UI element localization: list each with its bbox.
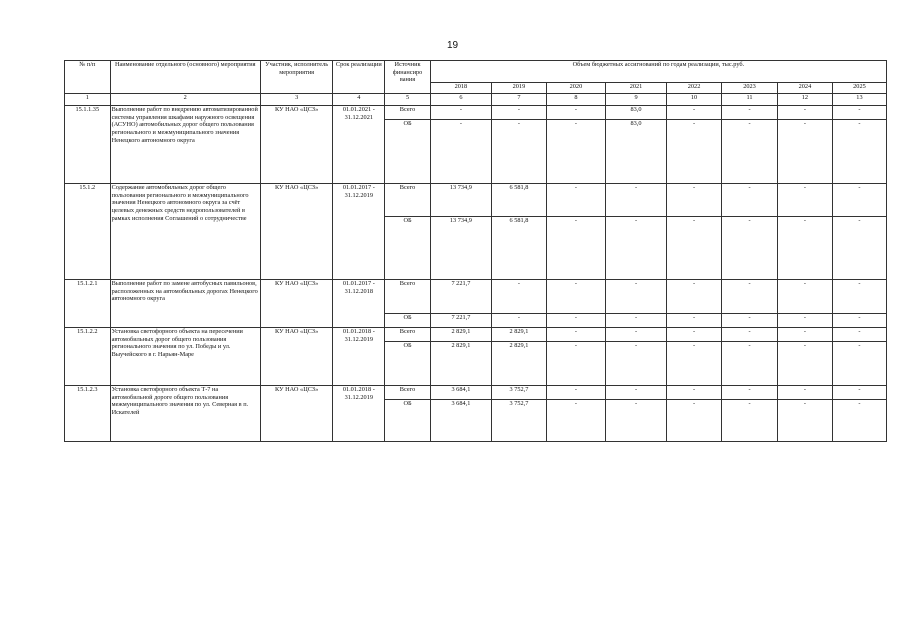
row-participant: КУ НАО «ЦСЗ» [260, 106, 333, 184]
header-row [65, 61, 887, 83]
row-value: - [777, 386, 832, 400]
row-value: - [722, 342, 778, 386]
column-number: 2 [110, 94, 260, 106]
column-number: 12 [777, 94, 832, 106]
table-row [65, 328, 887, 342]
table-row [65, 184, 887, 217]
table-body [65, 106, 887, 442]
row-value: - [491, 120, 546, 184]
row-source: Всего [385, 280, 431, 314]
row-value: - [777, 120, 832, 184]
header-year: 2018 [430, 83, 491, 94]
table-row [65, 280, 887, 314]
column-number: 3 [260, 94, 333, 106]
row-value: - [832, 184, 886, 217]
row-value: - [491, 106, 546, 120]
row-value: - [777, 217, 832, 280]
row-value: - [777, 342, 832, 386]
row-value: - [832, 400, 886, 442]
row-value: - [722, 217, 778, 280]
row-value: - [832, 386, 886, 400]
header-year: 2020 [546, 83, 605, 94]
row-value: - [832, 106, 886, 120]
row-value: - [777, 106, 832, 120]
row-value: - [546, 184, 605, 217]
row-source: ОБ [385, 342, 431, 386]
column-number: 8 [546, 94, 605, 106]
row-value: - [430, 120, 491, 184]
row-code: 15.1.2.1 [65, 280, 111, 328]
header-term: Срок реализации [333, 61, 385, 94]
row-value: - [667, 217, 722, 280]
row-value: 2 829,1 [430, 328, 491, 342]
row-value: - [546, 386, 605, 400]
row-value: - [605, 400, 666, 442]
row-value: 6 581,8 [491, 217, 546, 280]
row-value: - [722, 184, 778, 217]
row-value: 83,0 [605, 120, 666, 184]
header-source: Источник финансиро вания [385, 61, 431, 94]
page-number: 19 [446, 40, 459, 51]
header-name: Наименование отдельного (основного) мероприятия [110, 61, 260, 94]
row-value: 13 734,9 [430, 217, 491, 280]
row-name: Выполнение работ по замене автобусных павильонов, расположенных на автомобильных дорогах Ненецкого автономного округа [110, 280, 260, 328]
row-value: - [777, 280, 832, 314]
row-value: - [546, 314, 605, 328]
header-year: 2021 [605, 83, 666, 94]
row-term: 01.01.2017 - 31.12.2018 [333, 280, 385, 328]
row-value: 83,0 [605, 106, 666, 120]
row-value: 2 829,1 [491, 328, 546, 342]
row-value: - [722, 386, 778, 400]
row-source: Всего [385, 106, 431, 120]
table-row [65, 386, 887, 400]
row-value: 7 221,7 [430, 280, 491, 314]
row-value: - [777, 328, 832, 342]
row-term: 01.01.2018 - 31.12.2019 [333, 328, 385, 386]
row-value: 2 829,1 [430, 342, 491, 386]
column-number: 4 [333, 94, 385, 106]
row-participant: КУ НАО «ЦСЗ» [260, 328, 333, 386]
row-value: - [605, 342, 666, 386]
row-term: 01.01.2021 - 31.12.2021 [333, 106, 385, 184]
row-code: 15.1.2.2 [65, 328, 111, 386]
header-year: 2025 [832, 83, 886, 94]
row-participant: КУ НАО «ЦСЗ» [260, 386, 333, 442]
row-source: Всего [385, 386, 431, 400]
row-source: Всего [385, 184, 431, 217]
row-value: - [546, 106, 605, 120]
row-value: - [667, 106, 722, 120]
row-value: - [777, 400, 832, 442]
row-name: Содержание автомобильных дорог общего пользования регионального и межмуниципального значения Ненецкого автономного округа за счёт целевых денежных средств недропользователей в рамках исполнения Соглашений о сотрудничестве [110, 184, 260, 280]
row-value: - [832, 314, 886, 328]
row-value: - [832, 342, 886, 386]
column-number: 5 [385, 94, 431, 106]
header-year: 2024 [777, 83, 832, 94]
row-value: 3 752,7 [491, 386, 546, 400]
row-code: 15.1.1.35 [65, 106, 111, 184]
row-value: - [667, 328, 722, 342]
row-value: - [546, 328, 605, 342]
row-value: - [832, 280, 886, 314]
row-value: - [832, 328, 886, 342]
column-number: 11 [722, 94, 778, 106]
row-value: - [667, 400, 722, 442]
row-source: ОБ [385, 400, 431, 442]
row-term: 01.01.2017 - 31.12.2019 [333, 184, 385, 280]
header-num: № п/п [65, 61, 111, 94]
header-volume: Объем бюджетных ассигнований по годам реализации, тыс.руб. [430, 61, 886, 83]
row-value: - [777, 184, 832, 217]
row-value: - [605, 386, 666, 400]
row-value: 3 752,7 [491, 400, 546, 442]
row-name: Выполнение работ по внедрению автоматизированной системы управления шкафами наружного освещения (АСУНО) автомобильных дорог общего пользования регионального и межмуниципального значения Ненецкого автономного округа [110, 106, 260, 184]
column-number: 13 [832, 94, 886, 106]
row-value: - [667, 184, 722, 217]
row-name: Установка светофорного объекта на пересечении автомобильных дорог общего пользования регионального значения по ул. Победы и ул. Выучейского в г. Нарьян-Маре [110, 328, 260, 386]
row-value: - [605, 314, 666, 328]
column-numbers-row [65, 94, 887, 106]
header-year: 2019 [491, 83, 546, 94]
column-number: 1 [65, 94, 111, 106]
row-value: - [667, 120, 722, 184]
row-value: - [546, 342, 605, 386]
row-value: - [546, 280, 605, 314]
row-value: - [491, 280, 546, 314]
row-term: 01.01.2018 - 31.12.2019 [333, 386, 385, 442]
row-participant: КУ НАО «ЦСЗ» [260, 280, 333, 328]
row-value: - [605, 280, 666, 314]
row-value: - [832, 217, 886, 280]
row-value: - [546, 120, 605, 184]
row-value: - [546, 400, 605, 442]
row-value: - [722, 400, 778, 442]
row-value: - [667, 342, 722, 386]
column-number: 6 [430, 94, 491, 106]
row-value: - [667, 280, 722, 314]
column-number: 9 [605, 94, 666, 106]
row-value: 3 684,1 [430, 386, 491, 400]
row-value: 3 684,1 [430, 400, 491, 442]
row-name: Установка светофорного объекта Т-7 на автомобильной дороге общего пользования межмуниципального значения по ул. Северная в п. Искателей [110, 386, 260, 442]
row-value: - [722, 280, 778, 314]
header-year: 2022 [667, 83, 722, 94]
row-value: - [430, 106, 491, 120]
row-value: - [605, 328, 666, 342]
header-participant: Участник, исполнитель мероприятия [260, 61, 333, 94]
row-value: - [667, 314, 722, 328]
row-code: 15.1.2.3 [65, 386, 111, 442]
row-value: - [832, 120, 886, 184]
row-source: ОБ [385, 217, 431, 280]
row-code: 15.1.2 [65, 184, 111, 280]
row-value: 2 829,1 [491, 342, 546, 386]
row-source: ОБ [385, 120, 431, 184]
row-value: - [722, 106, 778, 120]
row-value: - [605, 184, 666, 217]
row-value: - [777, 314, 832, 328]
column-number: 10 [667, 94, 722, 106]
row-value: - [546, 217, 605, 280]
row-value: - [722, 328, 778, 342]
row-value: - [605, 217, 666, 280]
header-year: 2023 [722, 83, 778, 94]
row-value: 7 221,7 [430, 314, 491, 328]
column-number: 7 [491, 94, 546, 106]
row-source: ОБ [385, 314, 431, 328]
row-value: 13 734,9 [430, 184, 491, 217]
row-participant: КУ НАО «ЦСЗ» [260, 184, 333, 280]
row-value: - [667, 386, 722, 400]
row-value: - [491, 314, 546, 328]
row-source: Всего [385, 328, 431, 342]
budget-table [64, 60, 887, 442]
row-value: - [722, 314, 778, 328]
row-value: - [722, 120, 778, 184]
table-row [65, 106, 887, 120]
row-value: 6 581,8 [491, 184, 546, 217]
